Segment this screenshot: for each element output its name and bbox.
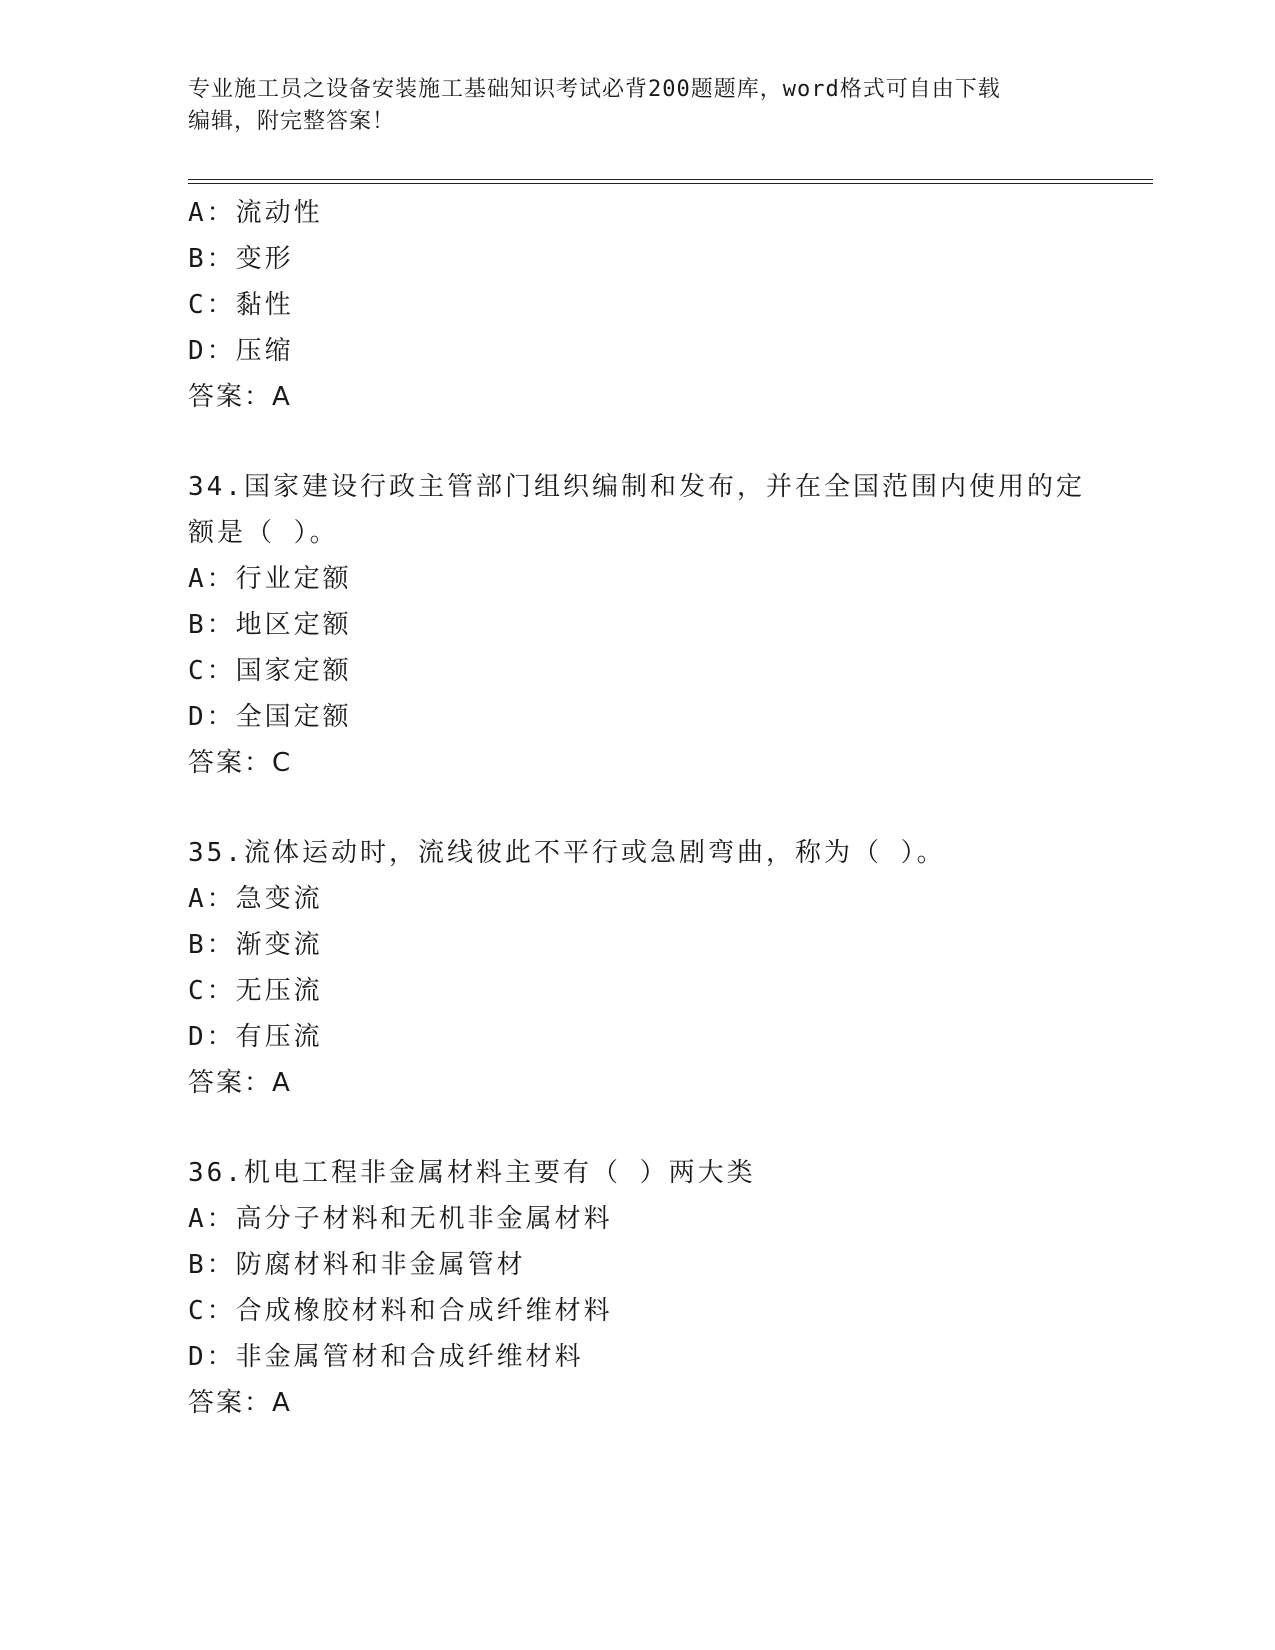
question-text-line-1: 34.国家建设行政主管部门组织编制和发布，并在全国范围内使用的定 <box>188 472 1085 502</box>
answer: 答案：A <box>188 382 292 412</box>
option-a: A：急变流 <box>188 884 323 914</box>
option-d: D：有压流 <box>188 1022 323 1052</box>
option-b: B：渐变流 <box>188 930 323 960</box>
option-b: B：变形 <box>188 244 294 274</box>
question-35 <box>188 830 1088 1106</box>
option-a: A：流动性 <box>188 198 323 228</box>
option-d: D：非金属管材和合成纤维材料 <box>188 1342 584 1372</box>
header-divider-bottom <box>188 183 1153 184</box>
option-d: D：全国定额 <box>188 702 352 732</box>
answer: 答案：A <box>188 1388 292 1418</box>
option-d: D：压缩 <box>188 336 294 366</box>
spacer <box>188 786 1088 830</box>
answer: 答案：A <box>188 1068 292 1098</box>
header-divider-top <box>188 179 1153 180</box>
option-c: C：黏性 <box>188 290 294 320</box>
question-text-line-2: 额是（ ）。 <box>188 518 339 548</box>
option-b: B：地区定额 <box>188 610 352 640</box>
spacer <box>188 1106 1088 1150</box>
option-c: C：国家定额 <box>188 656 352 686</box>
spacer <box>188 420 1088 464</box>
option-a: A：高分子材料和无机非金属材料 <box>188 1204 613 1234</box>
option-a: A：行业定额 <box>188 564 352 594</box>
question-text: 36.机电工程非金属材料主要有（ ）两大类 <box>188 1158 756 1188</box>
header-title-line-1: 专业施工员之设备安装施工基础知识考试必背200题题库，word格式可自由下载 <box>188 77 1001 102</box>
document-header <box>188 74 1088 138</box>
question-33 <box>188 190 1088 420</box>
header-title-line-2: 编辑，附完整答案！ <box>188 109 396 134</box>
option-c: C：无压流 <box>188 976 323 1006</box>
question-text: 35.流体运动时，流线彼此不平行或急剧弯曲，称为（ ）。 <box>188 838 946 868</box>
answer: 答案：C <box>188 748 293 778</box>
question-34 <box>188 464 1088 786</box>
option-c: C：合成橡胶材料和合成纤维材料 <box>188 1296 613 1326</box>
question-list <box>188 190 1088 1426</box>
option-b: B：防腐材料和非金属管材 <box>188 1250 526 1280</box>
question-36 <box>188 1150 1088 1426</box>
